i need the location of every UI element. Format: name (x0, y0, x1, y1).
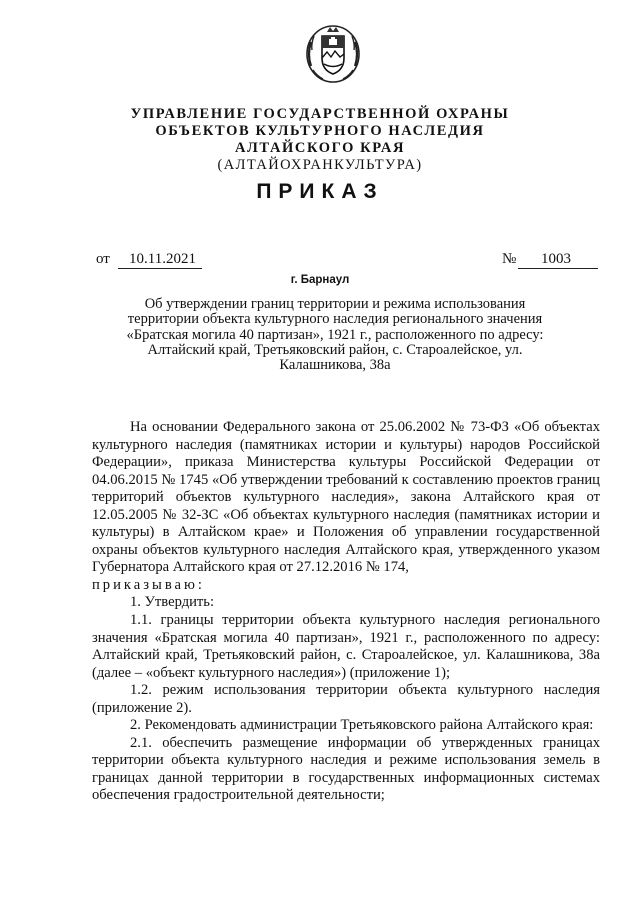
document-title: ПРИКАЗ (256, 180, 384, 203)
document-body (92, 419, 600, 805)
clause-1-2: 1.2. режим использования территории объекта культурного наследия (приложение 2). (92, 682, 600, 716)
number-prefix: № (502, 251, 517, 267)
document-date: 10.11.2021 (129, 251, 196, 267)
city-name: г. Барнаул (290, 274, 350, 286)
agency-short-name: (АЛТАЙОХРАНКУЛЬТУРА) (217, 157, 423, 173)
date-underline (118, 268, 202, 269)
altai-coat-of-arms-icon (305, 24, 361, 84)
number-underline (518, 268, 598, 269)
date-prefix: от (96, 251, 110, 267)
clause-1: 1. Утвердить: (130, 594, 215, 611)
agency-name-line-3: АЛТАЙСКОГО КРАЯ (234, 140, 406, 156)
agency-name-line-1: УПРАВЛЕНИЕ ГОСУДАРСТВЕННОЙ ОХРАНЫ (130, 106, 510, 122)
document-subject: Об утверждении границ территории и режима использования территории объекта культурного наследия регионального значения «Братская могила 40 партизан», 1921 г., расположенного по адресу: Алтайский край, Третьяковский район, с. Староалейское, ул. Калашникова, 38а (126, 296, 544, 374)
clause-2: 2. Рекомендовать администрации Третьяковского района Алтайского края: (130, 717, 594, 734)
preamble-paragraph: На основании Федерального закона от 25.06.2002 № 73-ФЗ «Об объектах культурного наследия (памятниках истории и культуры) народов Российской Федерации», приказа Министерства культуры Российской Федерации от 04.06.2015 № 1745 «Об утверждении требований к составлению проектов границ территорий объектов культурного наследия», закона Алтайского края от 12.05.2005 № 32-ЗС «Об объектах культурного наследия (памятниках истории и культуры) в Алтайском крае» и Положения об управлении государственной охраны объектов культурного наследия Алтайского края, утвержденного указом Губернатора Алтайского края от 27.12.2016 № 174, (92, 419, 600, 576)
clause-2-1: 2.1. обеспечить размещение информации об утвержденных границах территории объекта культурного наследия и режиме использования земель в границах данной территории в государственных информационных системах обеспечения градостроительной деятельности; (92, 734, 600, 804)
clause-1-1: 1.1. границы территории объекта культурного наследия регионального значения «Братская могила 40 партизан», 1921 г., расположенного по адресу: Алтайский край, Третьяковский район, с. Староалейское, ул. Калашникова, 38а (далее – «объект культурного наследия») (приложение 1); (92, 612, 600, 681)
agency-name-line-2: ОБЪЕКТОВ КУЛЬТУРНОГО НАСЛЕДИЯ (155, 123, 485, 139)
decree-word: приказываю: (92, 576, 205, 593)
document-number: 1003 (541, 251, 571, 267)
